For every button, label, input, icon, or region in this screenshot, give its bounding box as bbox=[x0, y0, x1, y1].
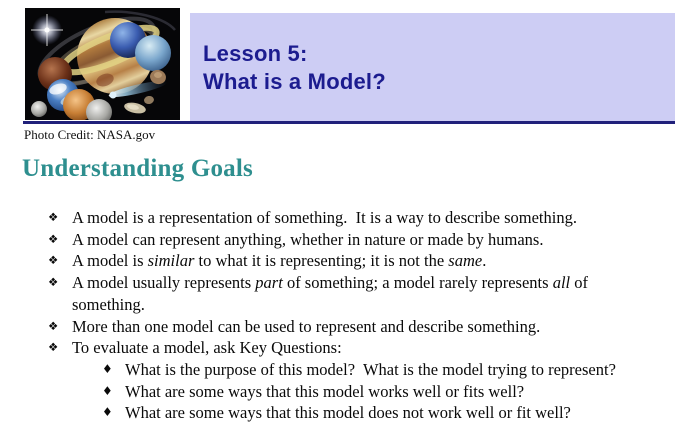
goal-text: A model usually represents part of something; a model rarely represents all of bbox=[72, 273, 588, 293]
goal-sub-item bbox=[40, 381, 688, 403]
small-diamond-bullet-icon: ♦ bbox=[102, 405, 113, 420]
goal-text: More than one model can be used to represent and describe something. bbox=[72, 316, 541, 336]
solar-system-illustration bbox=[25, 8, 180, 120]
goal-item bbox=[40, 207, 688, 229]
diamond-bullet-icon: ❖ bbox=[48, 253, 59, 268]
goal-item bbox=[40, 229, 688, 251]
goal-item bbox=[40, 337, 688, 359]
diamond-bullet-icon: ❖ bbox=[48, 318, 59, 333]
goal-item bbox=[40, 294, 688, 316]
goal-item bbox=[40, 316, 688, 338]
divider-line bbox=[23, 121, 675, 124]
slide-title-line2: What is a Model? bbox=[203, 69, 386, 94]
solar-system-photo bbox=[25, 8, 180, 120]
diamond-bullet-icon: ❖ bbox=[48, 340, 59, 355]
goal-item bbox=[40, 250, 688, 272]
slide-title-line1: Lesson 5: bbox=[203, 41, 308, 66]
diamond-bullet-icon bbox=[48, 294, 72, 316]
goal-text: A model is similar to what it is representing; it is not the same. bbox=[72, 251, 487, 271]
goal-text: To evaluate a model, ask Key Questions: bbox=[72, 338, 342, 358]
goal-text: something. bbox=[72, 294, 145, 314]
diamond-bullet-icon: ❖ bbox=[48, 210, 59, 224]
slide-title bbox=[203, 40, 386, 96]
goal-text: What is the purpose of this model? What is the model trying to represent? bbox=[125, 359, 616, 379]
goal-sub-item bbox=[40, 359, 688, 381]
small-diamond-bullet-icon: ♦ bbox=[102, 361, 113, 376]
header-band bbox=[190, 13, 675, 121]
diamond-bullet-icon: ❖ bbox=[48, 275, 59, 290]
goal-sub-item bbox=[40, 402, 688, 424]
diamond-bullet-icon: ❖ bbox=[48, 231, 59, 246]
small-diamond-bullet-icon: ♦ bbox=[102, 383, 113, 398]
goal-text: What are some ways that this model works well or fits well? bbox=[125, 381, 525, 401]
goal-item bbox=[40, 272, 688, 294]
goals-list bbox=[40, 207, 688, 424]
goal-text: What are some ways that this model does not work well or fit well? bbox=[125, 403, 571, 423]
photo-credit: Photo Credit: NASA.gov bbox=[24, 127, 156, 142]
goal-text: A model is a representation of something. It is a way to describe something. bbox=[72, 208, 577, 227]
goal-text: A model can represent anything, whether in nature or made by humans. bbox=[72, 229, 544, 249]
section-heading: Understanding Goals bbox=[22, 155, 253, 182]
